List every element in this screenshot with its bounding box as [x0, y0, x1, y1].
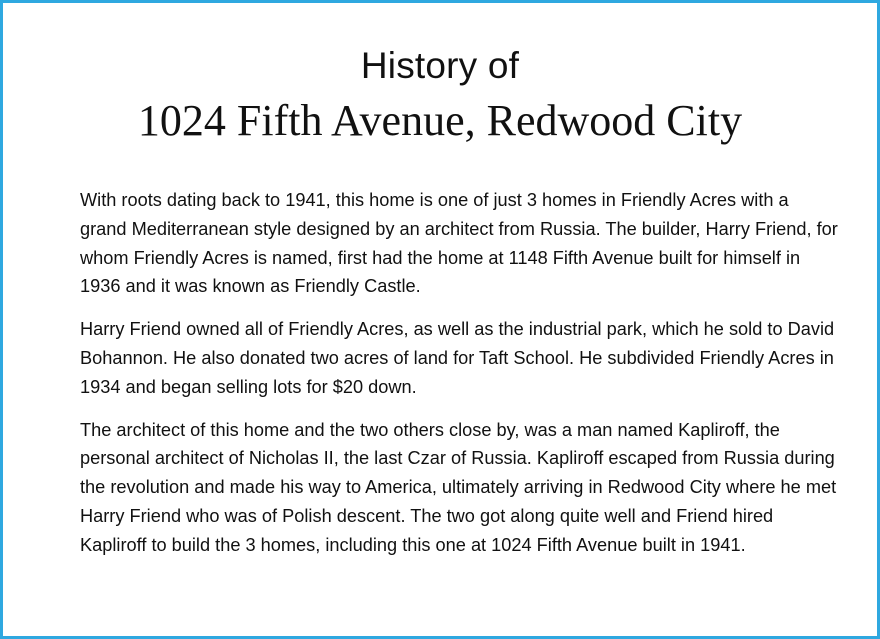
- paragraph-1: With roots dating back to 1941, this home is one of just 3 homes in Friendly Acres with a grand Mediterranean style designed by an architect from Russia. The builder, Harry Friend, for whom Friendly Acres is named, first had the home at 1148 Fifth Avenue built for himself in 1936 and it was known as Friendly Castle.: [80, 190, 838, 297]
- paragraph-3: The architect of this home and the two others close by, was a man named Kapliroff, the personal architect of Nicholas II, the last Czar of Russia. Kapliroff escaped from Russia during the revolution and made his way to America, ultimately arriving in Redwood City where he met Harry Friend who was of Polish descent. The two got along quite well and Friend hired Kapliroff to build the 3 homes, including this one at 1024 Fifth Avenue built in 1941.: [80, 419, 837, 555]
- title-line-2: 1024 Fifth Avenue, Redwood City: [137, 96, 743, 145]
- body-text: [80, 186, 840, 574]
- title-line-1: History of: [360, 45, 520, 86]
- paragraph-2: Harry Friend owned all of Friendly Acres, as well as the industrial park, which he sold to David Bohannon. He also donated two acres of land for Taft School. He subdivided Friendly Acres in 1934 and began selling lots for $20 down.: [80, 319, 835, 397]
